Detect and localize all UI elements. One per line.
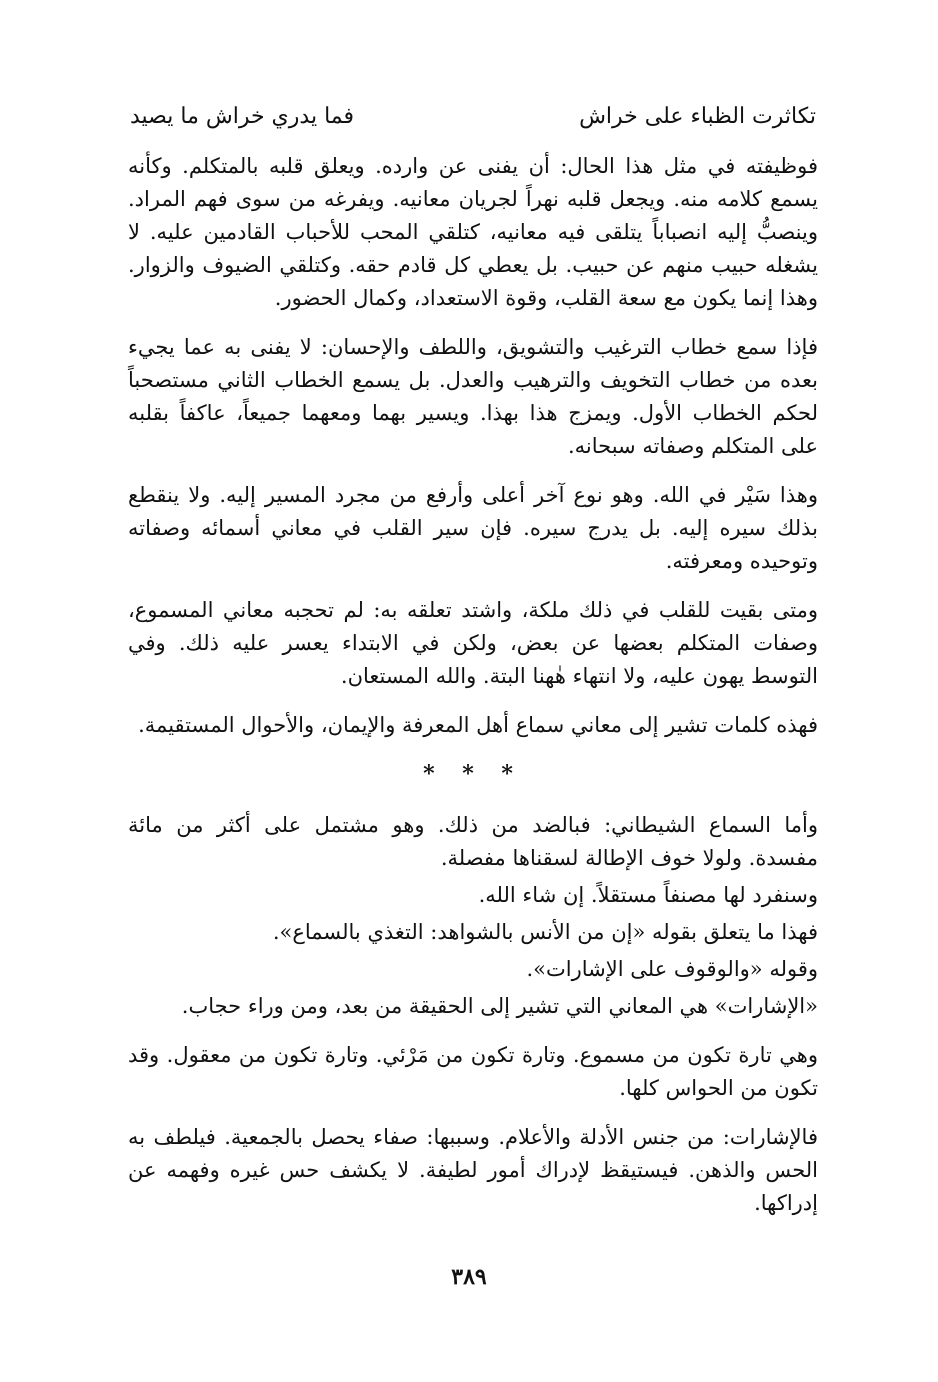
section-separator: * * * <box>423 761 523 787</box>
verse-second-hemistich: فما يدري خراش ما يصيد <box>130 104 355 129</box>
text-line-separate-work: وسنفرد لها مصنفاً مستقلاً. إن شاء الله. <box>478 883 818 907</box>
page-number: ٣٨٩ <box>451 1264 487 1290</box>
paragraph-targhib: فإذا سمع خطاب الترغيب والتشويق، واللطف والإحسان: لا يفنى به عما يجيء بعده من خطاب التخويف والترهيب والعدل. بل يسمع الخطاب الثاني مستصحباً لحكم الخطاب الأول. ويمزج هذا بهذا. ويسير بهما ومعهما جميعاً، عاكفاً بقلبه على المتكلم وصفاته سبحانه. <box>128 335 818 458</box>
paragraph-sayr: وهذا سَيْر في الله. وهو نوع آخر أعلى وأرفع من مجرد المسير إليه. ولا ينقطع بذلك سيره إليه. بل يدرج سيره. فإن سير القلب في معاني أسمائه وصفاته وتوحيده ومعرفته. <box>128 483 818 573</box>
paragraph-satanic-listening: وأما السماع الشيطاني: فبالضد من ذلك. وهو مشتمل على أكثر من مائة مفسدة. ولولا خوف الإطالة لسقناها مفصلة. <box>128 813 818 870</box>
paragraph-isharat-sources: وهي تارة تكون من مسموع. وتارة تكون من مَرْئي. وتارة تكون من معقول. وقد تكون من الحواس كلها. <box>128 1043 818 1100</box>
page-body <box>128 100 818 1236</box>
text-line-quote-anas: فهذا ما يتعلق بقوله «إن من الأنس بالشواهد: التغذي بالسماع». <box>272 920 818 944</box>
paragraph-listening-duty: فوظيفته في مثل هذا الحال: أن يفنى عن وارده. ويعلق قلبه بالمتكلم. وكأنه يسمع كلامه منه. ويجعل قلبه نهراً لجريان معانيه. ويفرغه من سوى فهم المراد. وينصبُّ إليه انصباباً يتلقى فيه معانيه، كتلقي المحب للأحباب القادمين عليه. لا يشغله حبيب منهم عن حبيب. بل يعطي كل قادم حقه. وكتلقي الضيوف والزوار. وهذا إنما يكون مع سعة القلب، وقوة الاستعداد، وكمال الحضور. <box>128 154 818 310</box>
text-line-quote-wuquf: وقوله «والوقوف على الإشارات». <box>526 957 818 981</box>
poetry-verse <box>128 100 818 134</box>
paragraph-summary: فهذه كلمات تشير إلى معاني سماع أهل المعرفة والإيمان، والأحوال المستقيمة. <box>138 713 818 737</box>
verse-first-hemistich: تكاثرت الظباء على خراش <box>579 104 816 129</box>
paragraph-malaka: ومتى بقيت للقلب في ذلك ملكة، واشتد تعلقه به: لم تحجبه معاني المسموع، وصفات المتكلم بعضها عن بعض، ولكن في الابتداء يعسر عليه ذلك. وفي التوسط يهون عليه، ولا انتهاء هٰهنا البتة. والله المستعان. <box>128 598 818 688</box>
paragraph-isharat-nature: فالإشارات: من جنس الأدلة والأعلام. وسببها: صفاء يحصل بالجمعية. فيلطف به الحس والذهن. فيستيقظ لإدراك أمور لطيفة. لا يكشف حس غيره وفهمه عن إدراكها. <box>128 1125 818 1215</box>
text-line-isharat-definition: «الإشارات» هي المعاني التي تشير إلى الحقيقة من بعد، ومن وراء حجاب. <box>181 994 818 1018</box>
